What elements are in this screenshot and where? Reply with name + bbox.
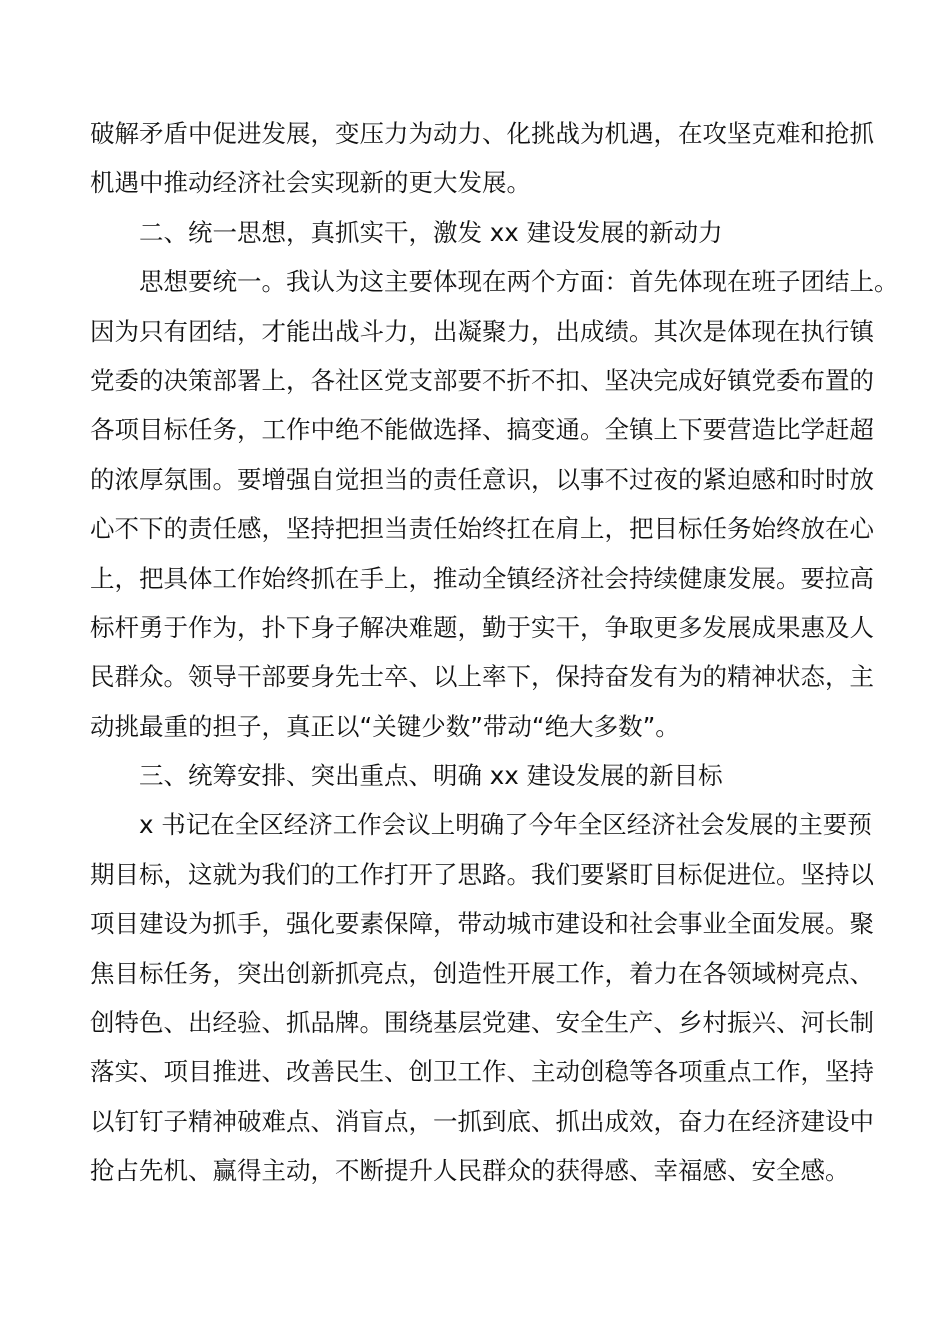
paragraph-line: x 书记在全区经济工作会议上明确了今年全区经济社会发展的主要预: [139, 810, 872, 840]
paragraph-line: 焦目标任务，突出创新抓亮点，创造性开展工作，着力在各领域树亮点、: [90, 958, 874, 988]
paragraph-line: 抢占先机、赢得主动，不断提升人民群众的获得感、幸福感、安全感。: [90, 1156, 850, 1186]
paragraph-line: 动挑最重的担子，真正以“关键少数”带动“绝大多数”。: [90, 711, 680, 741]
paragraph-line: 因为只有团结，才能出战斗力，出凝聚力，出成绩。其次是体现在执行镇: [90, 316, 874, 346]
paragraph-line: 机遇中推动经济社会实现新的更大发展。: [90, 168, 531, 198]
paragraph-line: 心不下的责任感，坚持把担当责任始终扛在肩上，把目标任务始终放在心: [90, 514, 874, 544]
paragraph-line: 项目建设为抓手，强化要素保障，带动城市建设和社会事业全面发展。聚: [90, 909, 874, 939]
paragraph-line: 以钉钉子精神破难点、消盲点，一抓到底、抓出成效，奋力在经济建设中: [90, 1106, 874, 1136]
paragraph-line: 破解矛盾中促进发展，变压力为动力、化挑战为机遇，在攻坚克难和抢抓: [90, 119, 874, 148]
paragraph-line: 期目标，这就为我们的工作打开了思路。我们要紧盯目标促进位。坚持以: [90, 859, 874, 889]
paragraph-line: 党委的决策部署上，各社区党支部要不折不扣、坚决完成好镇党委布置的: [90, 365, 874, 395]
paragraph-line: 上，把具体工作始终抓在手上，推动全镇经济社会持续健康发展。要拉高: [90, 563, 874, 593]
paragraph-line: 落实、项目推进、改善民生、创卫工作、主动创稳等各项重点工作，坚持: [90, 1057, 874, 1087]
paragraph-line: 标杆勇于作为，扑下身子解决难题，勤于实干，争取更多发展成果惠及人: [90, 612, 874, 642]
section-heading: 三、统筹安排、突出重点、明确 xx 建设发展的新目标: [139, 761, 723, 791]
paragraph-line: 各项目标任务，工作中绝不能做选择、搞变通。全镇上下要营造比学赶超: [90, 415, 874, 445]
paragraph-line: 民群众。领导干部要身先士卒、以上率下，保持奋发有为的精神状态，主: [90, 662, 874, 692]
paragraph-line: 创特色、出经验、抓品牌。围绕基层党建、安全生产、乡村振兴、河长制: [90, 1008, 874, 1038]
document-body: [90, 109, 899, 1196]
section-heading: 二、统一思想，真抓实干，激发 xx 建设发展的新动力: [139, 217, 723, 247]
paragraph-line: 的浓厚氛围。要增强自觉担当的责任意识，以事不过夜的紧迫感和时时放: [90, 464, 874, 494]
paragraph-line: 思想要统一。我认为这主要体现在两个方面：首先体现在班子团结上。: [139, 267, 899, 297]
